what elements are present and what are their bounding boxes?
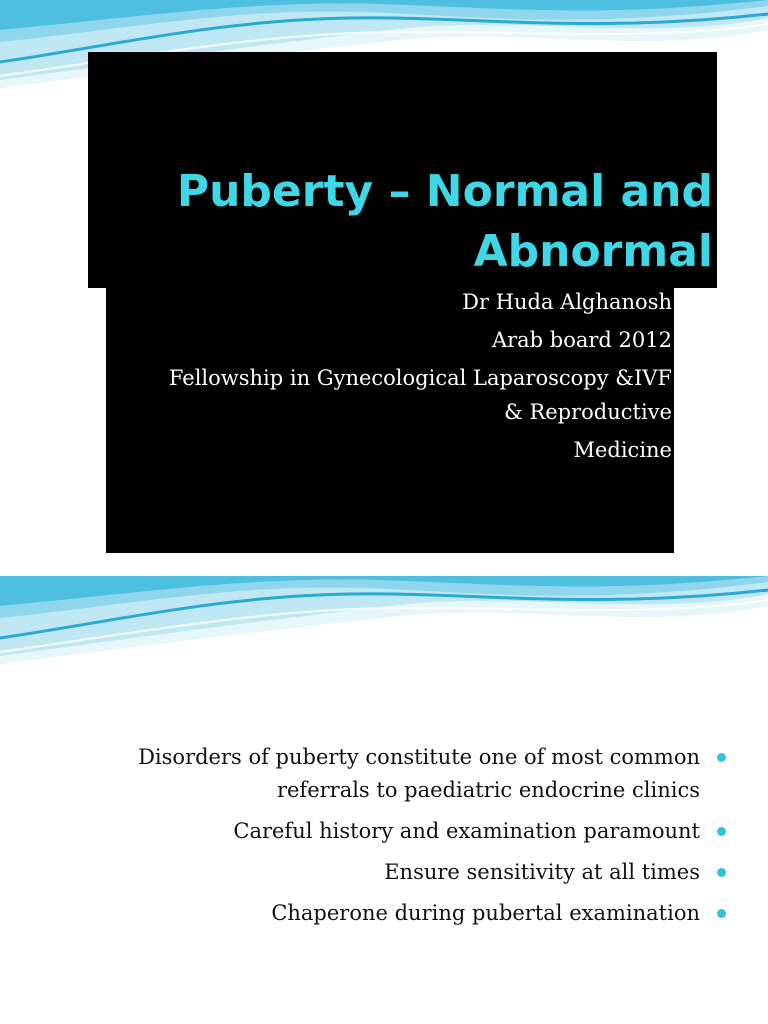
list-item (40, 856, 730, 889)
author-name: Dr Huda Alghanosh (462, 290, 672, 314)
slide-title-text (93, 162, 713, 282)
wave-band-icon (0, 576, 768, 666)
list-item (40, 741, 730, 807)
author-fellowship: Fellowship in Gynecological Laparoscopy &IVF (168, 366, 672, 390)
bullet-text: Disorders of puberty constitute one of most common referrals to paediatric endocrine clinics (138, 745, 700, 802)
bullet-text: Chaperone during pubertal examination (271, 901, 700, 925)
title-line-1: Puberty – Normal and (176, 166, 713, 217)
subtitle-box (106, 288, 674, 553)
bullet-text: Ensure sensitivity at all times (384, 860, 700, 884)
list-item (40, 897, 730, 930)
bullet-dot-icon (717, 753, 726, 762)
author-board: Arab board 2012 (491, 328, 672, 352)
list-item (40, 815, 730, 848)
bullet-dot-icon (717, 909, 726, 918)
bullet-text: Careful history and examination paramount (233, 819, 700, 843)
title-box (88, 52, 717, 288)
author-fellowship-end: Medicine (573, 438, 672, 462)
bullet-dot-icon (717, 868, 726, 877)
author-fellowship-cont: & Reproductive (504, 400, 672, 424)
subtitle-lines (108, 288, 672, 474)
bullet-dot-icon (717, 827, 726, 836)
slide-content (0, 576, 768, 1024)
title-line-2: Abnormal (473, 226, 713, 277)
bullet-list (40, 741, 730, 938)
